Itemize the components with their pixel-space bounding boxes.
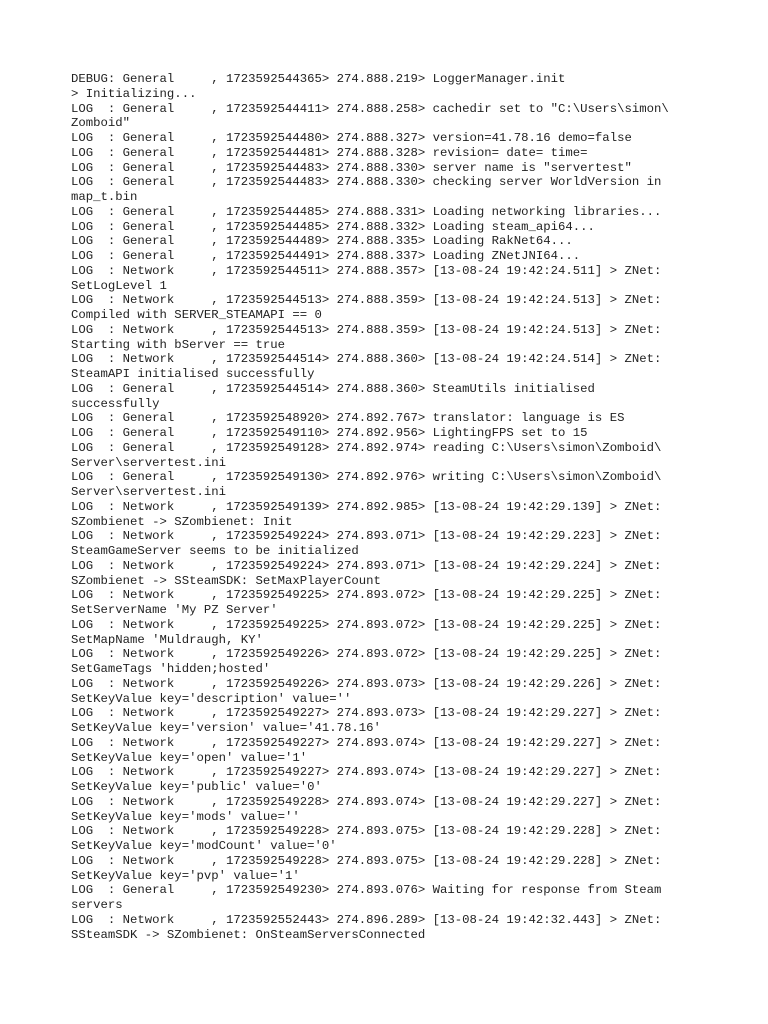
log-line: SetServerName 'My PZ Server' xyxy=(71,603,278,617)
log-line: LOG : Network , 1723592549227> 274.893.073> [13-08-24 19:42:29.227] > ZNet: xyxy=(71,706,662,721)
log-line: SZombienet -> SZombienet: Init xyxy=(71,514,293,529)
log-line: Compiled with SERVER_STEAMAPI == 0 xyxy=(71,308,322,322)
log-line: SetKeyValue key='public' value='0' xyxy=(71,780,322,794)
log-line: SetGameTags 'hidden;hosted' xyxy=(71,662,271,676)
log-line: SetMapName 'Muldraugh, KY' xyxy=(71,632,263,647)
log-line: LOG : Network , 1723592549225> 274.893.072> [13-08-24 19:42:29.225] > ZNet: xyxy=(71,617,662,632)
log-line: successfully xyxy=(71,396,160,411)
log-line: LOG : Network , 1723592549226> 274.893.072> [13-08-24 19:42:29.225] > ZNet: xyxy=(71,647,662,662)
log-line: SetKeyValue key='mods' value='' xyxy=(71,809,300,824)
log-line: LOG : Network , 1723592549228> 274.893.074> [13-08-24 19:42:29.227] > ZNet: xyxy=(71,794,662,809)
log-line: Starting with bServer == true xyxy=(71,337,286,352)
log-line: LOG : Network , 1723592549139> 274.892.985> [13-08-24 19:42:29.139] > ZNet: xyxy=(71,499,662,514)
log-line: LOG : Network , 1723592544513> 274.888.359> [13-08-24 19:42:24.513] > ZNet: xyxy=(71,293,662,308)
log-line: LOG : General , 1723592548920> 274.892.767> translator: language is ES xyxy=(71,411,625,426)
log-line: SZombienet -> SSteamSDK: SetMaxPlayerCount xyxy=(71,573,381,588)
log-line: SetKeyValue key='open' value='1' xyxy=(71,750,308,765)
log-line: Server\servertest.ini xyxy=(71,485,226,499)
log-line: LOG : Network , 1723592552443> 274.896.289> [13-08-24 19:42:32.443] > ZNet: xyxy=(71,912,662,927)
log-line: map_t.bin xyxy=(71,190,138,204)
log-line: SetKeyValue key='version' value='41.78.16' xyxy=(71,721,381,735)
log-line: LOG : Network , 1723592549228> 274.893.075> [13-08-24 19:42:29.228] > ZNet: xyxy=(71,824,662,839)
log-line: SetKeyValue key='pvp' value='1' xyxy=(71,868,300,883)
log-line: DEBUG: General , 1723592544365> 274.888.219> LoggerManager.init xyxy=(71,72,566,86)
log-line: LOG : Network , 1723592544513> 274.888.359> [13-08-24 19:42:24.513] > ZNet: xyxy=(71,322,662,337)
log-line: Zomboid" xyxy=(71,116,131,131)
log-line: SetKeyValue key='modCount' value='0' xyxy=(71,839,337,853)
server-log-text xyxy=(71,72,731,942)
log-line: LOG : Network , 1723592549228> 274.893.075> [13-08-24 19:42:29.228] > ZNet: xyxy=(71,853,662,868)
log-line: LOG : General , 1723592549230> 274.893.076> Waiting for response from Steam xyxy=(71,883,662,898)
log-line: LOG : Network , 1723592549227> 274.893.074> [13-08-24 19:42:29.227] > ZNet: xyxy=(71,735,662,750)
log-line: LOG : Network , 1723592549225> 274.893.072> [13-08-24 19:42:29.225] > ZNet: xyxy=(71,588,662,603)
log-line: LOG : General , 1723592544485> 274.888.331> Loading networking libraries... xyxy=(71,204,662,219)
log-line: LOG : General , 1723592544481> 274.888.328> revision= date= time= xyxy=(71,145,588,160)
log-line: LOG : General , 1723592549110> 274.892.956> LightingFPS set to 15 xyxy=(71,426,588,440)
log-line: LOG : General , 1723592549130> 274.892.976> writing C:\Users\simon\Zomboid\ xyxy=(71,470,662,485)
log-line: LOG : General , 1723592544483> 274.888.330> server name is "servertest" xyxy=(71,160,632,175)
log-line: LOG : General , 1723592544491> 274.888.337> Loading ZNetJNI64... xyxy=(71,249,581,263)
log-line: SteamGameServer seems to be initialized xyxy=(71,544,359,558)
log-line: LOG : Network , 1723592549226> 274.893.073> [13-08-24 19:42:29.226] > ZNet: xyxy=(71,676,662,691)
log-line: LOG : Network , 1723592549224> 274.893.071> [13-08-24 19:42:29.223] > ZNet: xyxy=(71,529,662,544)
log-line: LOG : General , 1723592544483> 274.888.330> checking server WorldVersion in xyxy=(71,175,662,190)
log-line: SetLogLevel 1 xyxy=(71,278,167,293)
log-line: LOG : General , 1723592544480> 274.888.327> version=41.78.16 demo=false xyxy=(71,131,632,145)
log-line: LOG : Network , 1723592544511> 274.888.357> [13-08-24 19:42:24.511] > ZNet: xyxy=(71,263,662,278)
log-line: SetKeyValue key='description' value='' xyxy=(71,691,352,706)
log-line: LOG : General , 1723592549128> 274.892.974> reading C:\Users\simon\Zomboid\ xyxy=(71,440,662,455)
log-line: LOG : General , 1723592544489> 274.888.335> Loading RakNet64... xyxy=(71,234,573,249)
log-line: > Initializing... xyxy=(71,86,197,101)
log-line: SSteamSDK -> SZombienet: OnSteamServersConnected xyxy=(71,927,426,942)
log-line: Server\servertest.ini xyxy=(71,455,226,470)
log-line: LOG : Network , 1723592549224> 274.893.071> [13-08-24 19:42:29.224] > ZNet: xyxy=(71,558,662,573)
log-line: SteamAPI initialised successfully xyxy=(71,367,315,381)
log-line: LOG : Network , 1723592544514> 274.888.360> [13-08-24 19:42:24.514] > ZNet: xyxy=(71,352,662,367)
log-line: LOG : Network , 1723592549227> 274.893.074> [13-08-24 19:42:29.227] > ZNet: xyxy=(71,765,662,780)
log-line: servers xyxy=(71,898,123,912)
log-line: LOG : General , 1723592544485> 274.888.332> Loading steam_api64... xyxy=(71,219,595,234)
log-line: LOG : General , 1723592544514> 274.888.360> SteamUtils initialised xyxy=(71,381,595,396)
log-line: LOG : General , 1723592544411> 274.888.258> cachedir set to "C:\Users\simon\ xyxy=(71,101,669,116)
